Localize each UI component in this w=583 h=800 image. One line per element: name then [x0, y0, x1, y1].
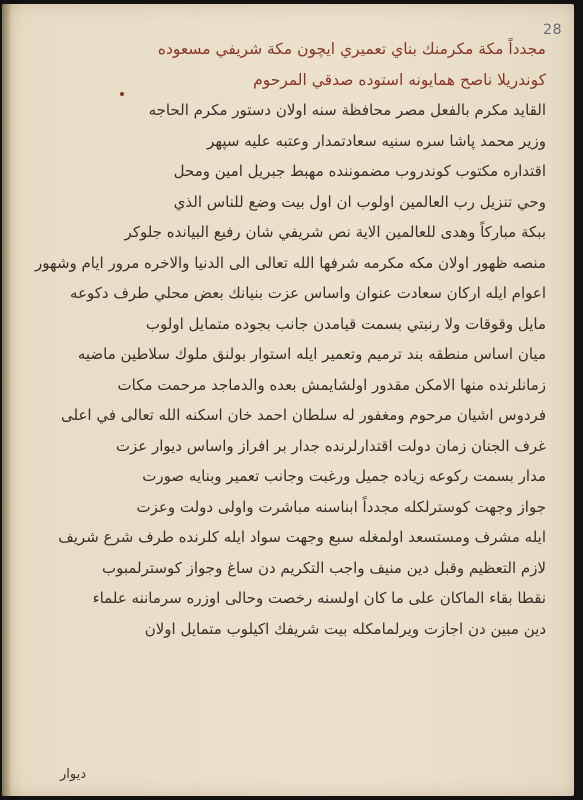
catchword: ديوار — [60, 767, 87, 782]
text-line: دين مبين دن اجازت ويرلمامكله بيت شريفك اكيلوب متمايل اولان — [144, 619, 546, 638]
text-line: كوندريلا ناصح همايونه استوده صدقي المرحوم — [253, 70, 546, 89]
folio-number: 28 — [543, 22, 562, 38]
text-line: وحي تنزيل رب العالمين اولوب ان اول بيت وضع للناس الذي — [173, 192, 546, 211]
text-line: جواز وجهت كوسترلكله مجدداً ابناسنه مباشرت واولى دولت وعزت — [136, 497, 546, 516]
text-line: نقطا بقاء الماكان على ما كان اولسنه رخصت وحالى اوزره سرماننه علماء — [92, 589, 546, 607]
text-line: منصه ظهور اولان مكه مكرمه شرفها الله تعالى الى الدنيا والاخره مرور ايام وشهور — [35, 253, 546, 272]
text-line: ايله مشرف ومستسعد اولمغله سبع وجهت سواد ايله كلرنده طرف شرع شريف — [58, 528, 546, 546]
text-line: ببكة مباركاً وهدى للعالمين الاية نص شريفي شان رفيع البيانده جلوكر — [124, 223, 546, 241]
text-line: ميان اساس منطقه بند ترميم وتعمير ايله استوار بولنق ملوك سلاطين ماضيه — [77, 345, 546, 363]
manuscript-text — [16, 34, 546, 644]
text-line: مدار بسمت ركوعه زياده جميل ورغبت وجانب تعمير وبنايه صورت — [142, 467, 546, 485]
text-line: لازم التعظيم وقبل دين منيف واجب التكريم دن ساغ وجواز كوسترلمبوب — [101, 558, 546, 577]
text-line: زمانلرنده منها الامكن مقدور اولشايمش بعده والدماجد مرحمت مكات — [117, 375, 546, 394]
text-line: اقتداره مكتوب كوندروب مضموننده مهبط جبريل امين ومحل — [173, 162, 546, 180]
text-line: مايل وقوقات ولا رنبتي بسمت قيامدن جانب بجوده متمايل اولوب — [145, 314, 546, 333]
text-line: فردوس اشيان مرحوم ومغفور له سلطان احمد خان اسكنه الله تعالى في اعلى — [61, 406, 546, 424]
text-line: وزير محمد پاشا سره سنيه سعادتمدار وعتبه عليه سپهر — [207, 131, 546, 150]
text-line: مجدداً مكة مكرمنك بناي تعميري ايچون مكة شريفي مسعوده — [157, 40, 546, 58]
text-line: اعوام ايله اركان سعادت عنوان واساس عزت بنيانك بعض محلي طرف دكوعه — [70, 284, 546, 302]
text-line: غرف الجنان زمان دولت اقتدارلرنده جدار بر افراز واساس ديوار عزت — [115, 436, 546, 455]
manuscript-page — [2, 4, 574, 796]
text-line: القايد مكرم بالفعل مصر محافظة سنه اولان دستور مكرم الحاجه — [148, 101, 546, 119]
